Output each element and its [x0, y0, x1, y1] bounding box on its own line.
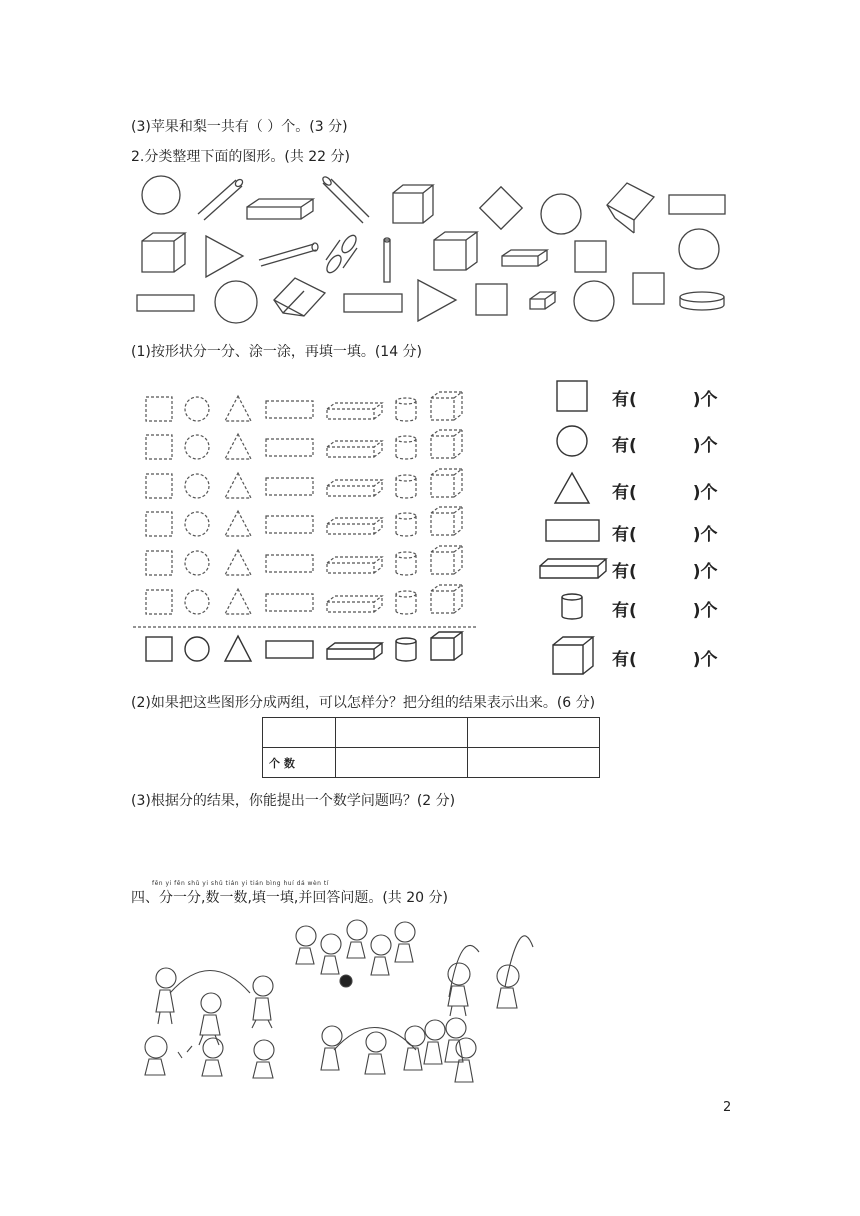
- q2-sub3: (3)根据分的结果，你能提出一个数学问题吗？(2 分): [131, 793, 456, 809]
- tally-row-cube: 有( )个: [612, 650, 718, 670]
- soccer-ball: [340, 975, 352, 987]
- dancing-group: [145, 1036, 274, 1078]
- page-number: 2: [723, 1100, 732, 1115]
- tally-row-cylinder: 有( )个: [612, 601, 718, 621]
- table-count-label: 个 数: [263, 748, 336, 778]
- jump-rope-group-bottom: [321, 1018, 476, 1082]
- q2-title: 2.分类整理下面的图形。(共 22 分): [131, 149, 350, 165]
- tally-row-square: 有( )个: [612, 390, 718, 410]
- q2-sub2: (2)如果把这些图形分成两组，可以怎样分？把分组的结果表示出来。(6 分): [131, 695, 596, 711]
- jump-rope-group-left: [156, 968, 273, 1045]
- q2-sub1: (1)按形状分一分、涂一涂，再填一填。(14 分): [131, 344, 423, 360]
- q3-apples-pears: (3)苹果和梨一共有（ ）个。(3 分): [131, 119, 348, 135]
- tally-row-circle: 有( )个: [612, 436, 718, 456]
- tally-row-rectangle: 有( )个: [612, 525, 718, 545]
- tally-row-triangle: 有( )个: [612, 483, 718, 503]
- section4-title: 四、分一分,数一数,填一填,并回答问题。(共 20 分): [131, 890, 448, 906]
- soccer-group: [296, 920, 415, 987]
- jump-rope-group-right: [448, 936, 533, 1016]
- tally-row-cuboid: 有( )个: [612, 562, 718, 582]
- section4-pinyin: fēn yi fēn shǔ yi shǔ tián yi tián bìng huí dá wèn tí: [152, 880, 329, 887]
